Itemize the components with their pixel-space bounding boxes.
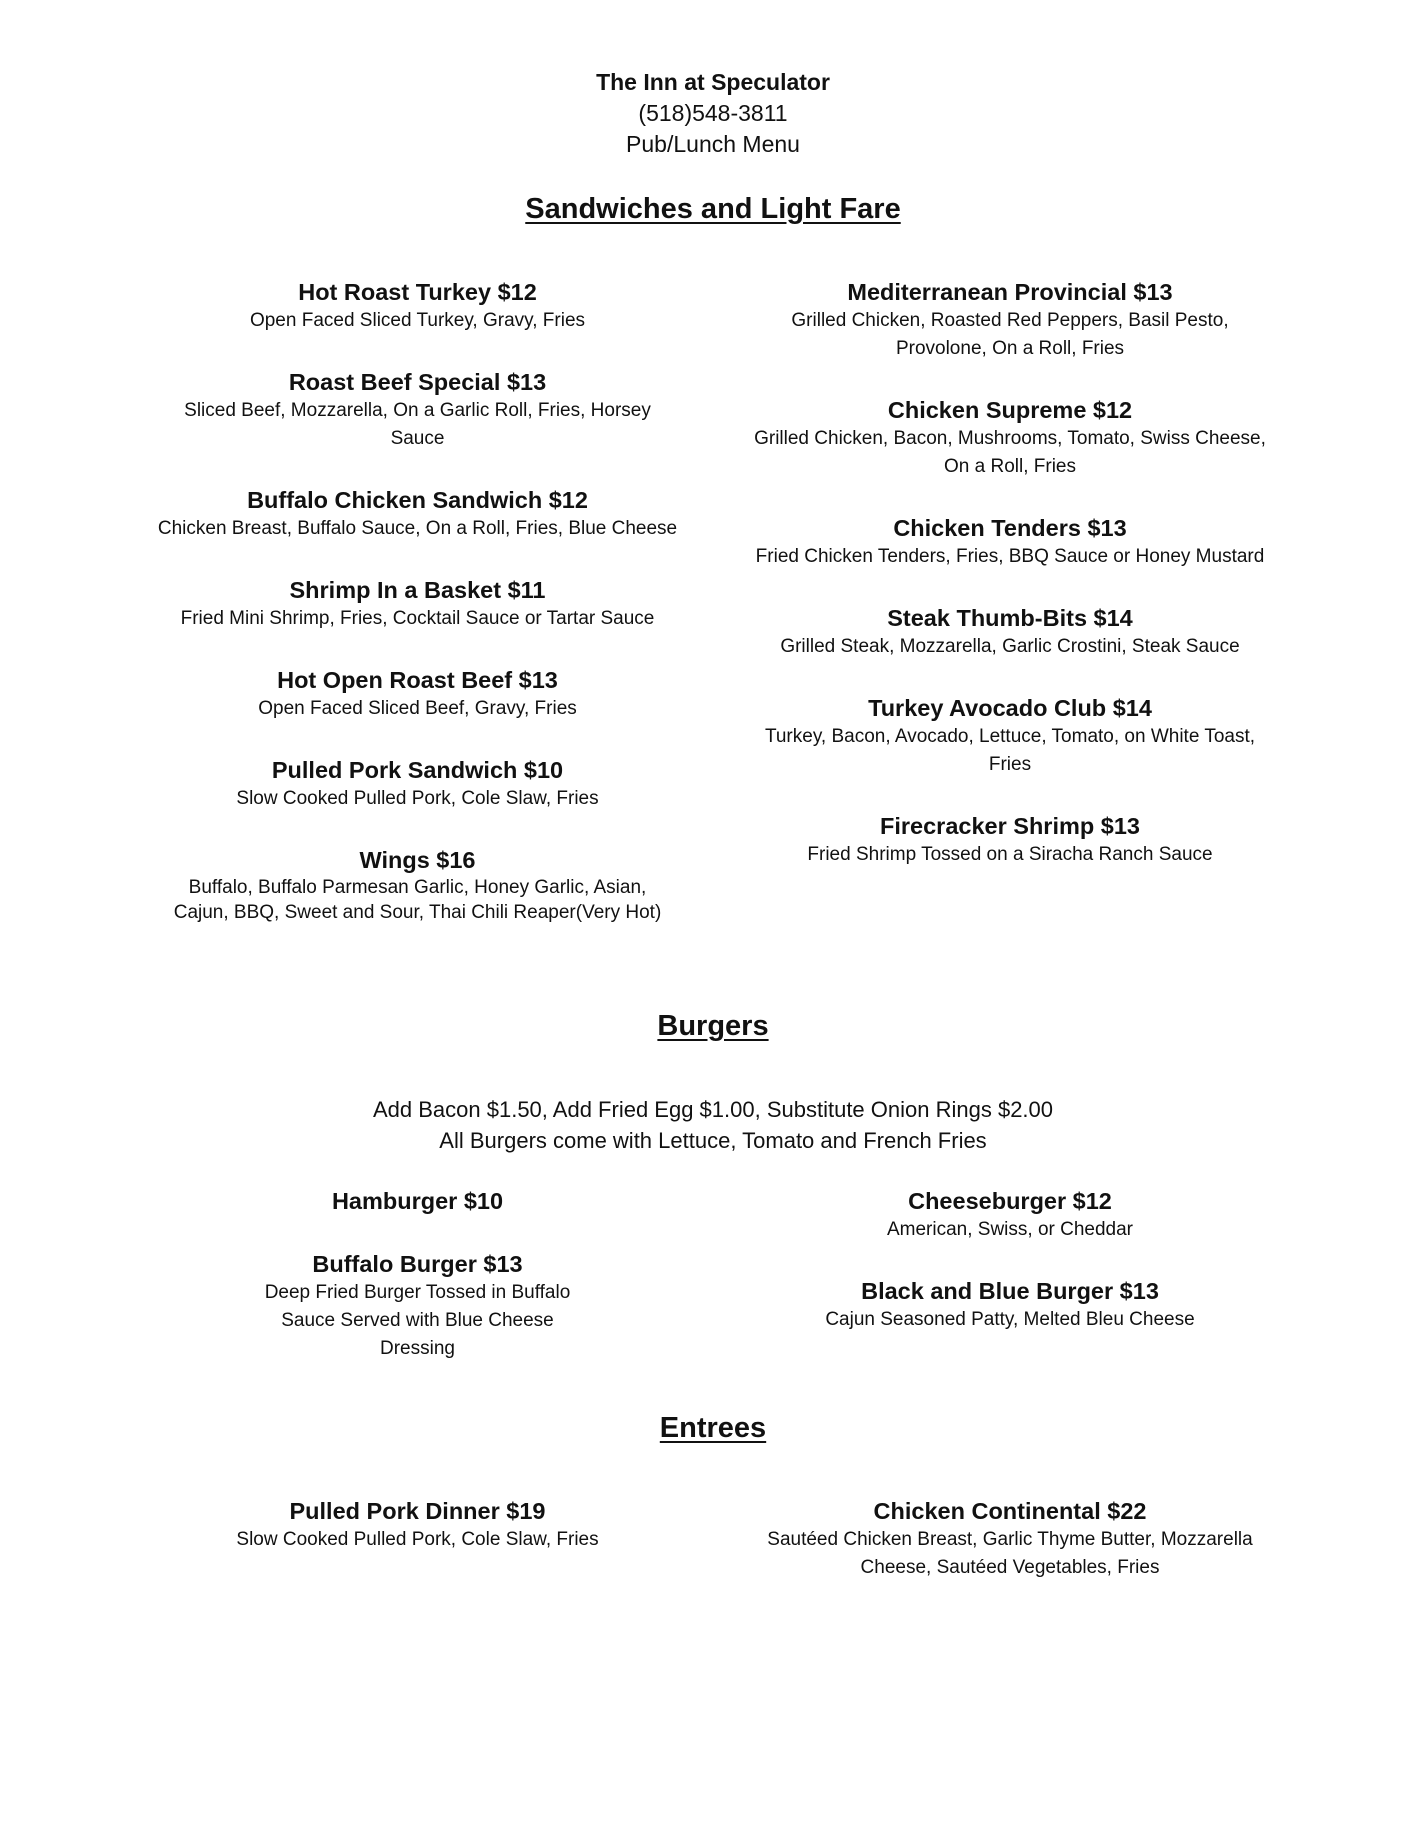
menu-header xyxy=(0,66,1426,160)
menu-item xyxy=(155,1186,680,1249)
menu-item xyxy=(745,395,1275,513)
menu-item-title: Chicken Tenders $13 xyxy=(893,515,1127,541)
menu-title: Pub/Lunch Menu xyxy=(626,131,800,157)
menu-item xyxy=(745,693,1275,811)
burgers-note-line1: Add Bacon $1.50, Add Fried Egg $1.00, Substitute Onion Rings $2.00 xyxy=(372,1097,1054,1122)
entrees-left-column xyxy=(155,1496,680,1554)
burgers-left-column xyxy=(155,1186,680,1363)
menu-item-title: Roast Beef Special $13 xyxy=(288,369,547,395)
section-title-entrees: Entrees xyxy=(659,1412,767,1444)
menu-item xyxy=(745,1496,1275,1582)
menu-item-title: Buffalo Chicken Sandwich $12 xyxy=(247,487,588,513)
menu-item-title: Mediterranean Provincial $13 xyxy=(847,279,1173,305)
menu-item-desc: Chicken Breast, Buffalo Sauce, On a Roll, Fries, Blue Cheese xyxy=(157,518,678,539)
burgers-note-line2: All Burgers come with Lettuce, Tomato and French Fries xyxy=(439,1128,987,1153)
menu-item-title: Chicken Continental $22 xyxy=(873,1498,1147,1524)
menu-item-desc: Deep Fried Burger Tossed in Buffalo Sauce Served with Blue Cheese Dressing xyxy=(264,1282,571,1359)
menu-item-title: Cheeseburger $12 xyxy=(908,1188,1112,1214)
menu-item-title: Black and Blue Burger $13 xyxy=(861,1278,1159,1304)
menu-item-title: Steak Thumb-Bits $14 xyxy=(887,605,1133,631)
menu-item-desc: Fried Mini Shrimp, Fries, Cocktail Sauce or Tartar Sauce xyxy=(180,608,655,629)
menu-item xyxy=(745,277,1275,395)
menu-item xyxy=(155,665,680,755)
menu-item-title: Chicken Supreme $12 xyxy=(887,397,1133,423)
restaurant-name: The Inn at Speculator xyxy=(596,69,830,95)
restaurant-phone: (518)548-3811 xyxy=(638,100,788,126)
menu-item-desc: American, Swiss, or Cheddar xyxy=(886,1219,1134,1240)
menu-item-desc: Turkey, Bacon, Avocado, Lettuce, Tomato, on White Toast, Fries xyxy=(764,726,1256,775)
menu-item-desc: Open Faced Sliced Turkey, Gravy, Fries xyxy=(249,310,586,331)
menu-item-title: Firecracker Shrimp $13 xyxy=(880,813,1140,839)
menu-item-title: Shrimp In a Basket $11 xyxy=(289,577,546,603)
section-title-sandwiches: Sandwiches and Light Fare xyxy=(525,193,901,225)
menu-item-desc: Sautéed Chicken Breast, Garlic Thyme Butter, Mozzarella Cheese, Sautéed Vegetables, Fries xyxy=(767,1529,1253,1578)
menu-item-title: Hamburger $10 xyxy=(331,1188,504,1214)
section-title-burgers: Burgers xyxy=(657,1010,769,1042)
menu-item-desc: Grilled Steak, Mozzarella, Garlic Crostini, Steak Sauce xyxy=(780,636,1240,657)
entrees-right-column xyxy=(745,1496,1275,1582)
sandwiches-left-column xyxy=(155,277,680,925)
menu-item-title: Pulled Pork Dinner $19 xyxy=(289,1498,546,1524)
menu-item xyxy=(155,485,680,575)
menu-item-title: Hot Open Roast Beef $13 xyxy=(277,667,558,693)
menu-item xyxy=(155,1496,680,1554)
sandwiches-right-column xyxy=(745,277,1275,869)
menu-item xyxy=(745,603,1275,693)
menu-item-desc: Fried Shrimp Tossed on a Siracha Ranch Sauce xyxy=(807,844,1213,865)
menu-item-title: Pulled Pork Sandwich $10 xyxy=(271,757,564,783)
menu-item xyxy=(155,1249,680,1363)
menu-item xyxy=(745,513,1275,603)
menu-item-desc: Slow Cooked Pulled Pork, Cole Slaw, Fries xyxy=(236,788,599,809)
menu-item-desc: Grilled Chicken, Bacon, Mushrooms, Tomato, Swiss Cheese, On a Roll, Fries xyxy=(754,428,1266,477)
menu-item-desc: Fried Chicken Tenders, Fries, BBQ Sauce or Honey Mustard xyxy=(755,546,1265,567)
menu-item-title: Hot Roast Turkey $12 xyxy=(298,279,537,305)
menu-item-desc: Buffalo, Buffalo Parmesan Garlic, Honey Garlic, Asian, Cajun, BBQ, Sweet and Sour, Thai Chili Reaper(Very Hot) xyxy=(173,877,662,923)
menu-item-desc: Open Faced Sliced Beef, Gravy, Fries xyxy=(258,698,577,719)
menu-item-title: Wings $16 xyxy=(359,847,476,873)
menu-item-title: Buffalo Burger $13 xyxy=(312,1251,523,1277)
menu-item xyxy=(155,575,680,665)
burgers-right-column xyxy=(745,1186,1275,1334)
menu-item xyxy=(745,1276,1275,1334)
menu-item-desc: Grilled Chicken, Roasted Red Peppers, Basil Pesto, Provolone, On a Roll, Fries xyxy=(791,310,1229,359)
menu-item xyxy=(155,277,680,367)
menu-item xyxy=(155,845,680,925)
menu-item-desc: Slow Cooked Pulled Pork, Cole Slaw, Fries xyxy=(236,1529,599,1550)
menu-item xyxy=(155,367,680,485)
menu-item-desc: Cajun Seasoned Patty, Melted Bleu Cheese xyxy=(825,1309,1195,1330)
menu-item-desc: Sliced Beef, Mozzarella, On a Garlic Roll, Fries, Horsey Sauce xyxy=(184,400,651,449)
menu-item xyxy=(155,755,680,845)
menu-item xyxy=(745,1186,1275,1276)
menu-item-title: Turkey Avocado Club $14 xyxy=(868,695,1152,721)
menu-item xyxy=(745,811,1275,869)
